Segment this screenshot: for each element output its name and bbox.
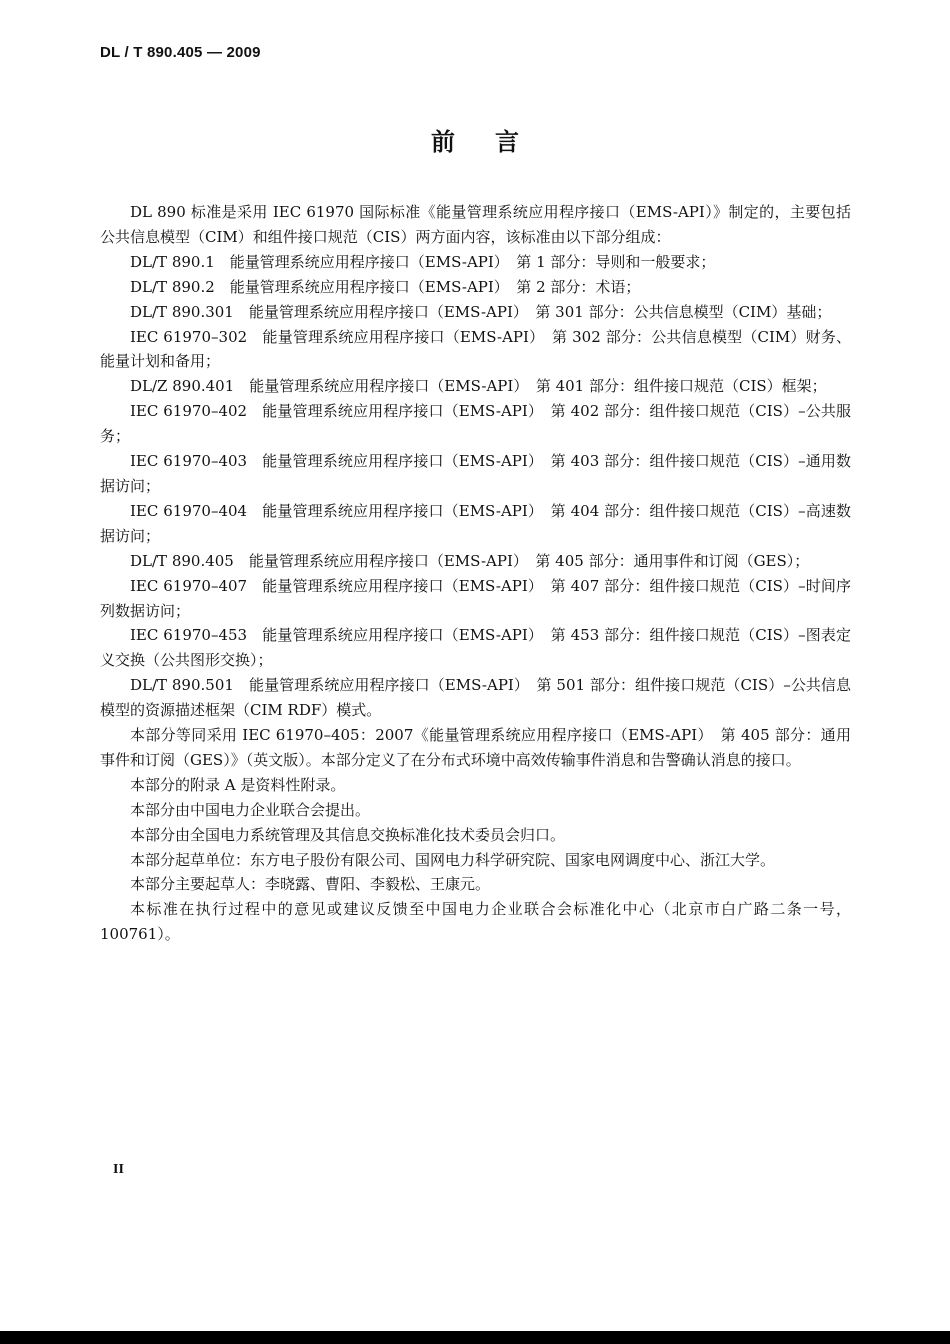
list-item-61970-453: IEC 61970–453 能量管理系统应用程序接口（EMS-API） 第 453 部分：组件接口规范（CIS）–图表定义交换（公共图形交换）； (100, 626, 851, 670)
paragraph-drafters: 本部分主要起草人：李晓露、曹阳、李毅松、王康元。 (130, 875, 491, 894)
list-item-890-401: DL/Z 890.401 能量管理系统应用程序接口（EMS-API） 第 401 部分：组件接口规范（CIS）框架； (130, 377, 827, 396)
paragraph-committee: 本部分由全国电力系统管理及其信息交换标准化技术委员会归口。 (130, 825, 566, 844)
list-item-61970-402: IEC 61970–402 能量管理系统应用程序接口（EMS-API） 第 402 部分：组件接口规范（CIS）–公共服务； (100, 402, 851, 446)
list-item-890-501: DL/T 890.501 能量管理系统应用程序接口（EMS-API） 第 501 部分：组件接口规范（CIS）–公共信息模型的资源描述框架（CIM RDF）模式。 (100, 676, 851, 720)
foreword-body (100, 200, 851, 947)
paragraph-intro: DL 890 标准是采用 IEC 61970 国际标准《能量管理系统应用程序接口（EMS-API）》制定的，主要包括公共信息模型（CIM）和组件接口规范（CIS）两方面内容，该标准由以下部分组成： (100, 203, 851, 246)
list-item-890-301: DL/T 890.301 能量管理系统应用程序接口（EMS-API） 第 301 部分：公共信息模型（CIM）基础； (130, 302, 832, 321)
standard-code: DL / T 890.405 — 2009 (100, 44, 261, 61)
bottom-edge-bar (0, 1331, 950, 1344)
list-item-890-2: DL/T 890.2 能量管理系统应用程序接口（EMS-API） 第 2 部分：术语； (130, 277, 641, 296)
list-item-61970-403: IEC 61970–403 能量管理系统应用程序接口（EMS-API） 第 403 部分：组件接口规范（CIS）–通用数据访问； (100, 452, 851, 495)
list-item-61970-404: IEC 61970–404 能量管理系统应用程序接口（EMS-API） 第 404 部分：组件接口规范（CIS）–高速数据访问； (100, 501, 851, 545)
page-number: II (113, 1162, 124, 1177)
paragraph-adoption: 本部分等同采用 IEC 61970–405：2007《能量管理系统应用程序接口（EMS-API） 第 405 部分：通用事件和订阅（GES）》（英文版）。本部分定义了在分布式环境中高效传输事件消息和告警确认消息的接口。 (100, 726, 851, 769)
paragraph-feedback: 本标准在执行过程中的意见或建议反馈至中国电力企业联合会标准化中心（北京市白广路二条一号，100761）。 (100, 900, 851, 944)
paragraph-proposer: 本部分由中国电力企业联合会提出。 (130, 800, 371, 819)
paragraph-drafting-units: 本部分起草单位：东方电子股份有限公司、国网电力科学研究院、国家电网调度中心、浙江大学。 (130, 850, 776, 869)
page-title: 前言 (431, 128, 559, 156)
list-item-890-405: DL/T 890.405 能量管理系统应用程序接口（EMS-API） 第 405 部分：通用事件和订阅（GES）； (130, 551, 810, 570)
paragraph-appendix: 本部分的附录 A 是资料性附录。 (130, 775, 346, 794)
list-item-61970-407: IEC 61970–407 能量管理系统应用程序接口（EMS-API） 第 407 部分：组件接口规范（CIS）–时间序列数据访问； (100, 576, 851, 620)
list-item-890-1: DL/T 890.1 能量管理系统应用程序接口（EMS-API） 第 1 部分：导则和一般要求； (130, 252, 716, 271)
list-item-61970-302: IEC 61970–302 能量管理系统应用程序接口（EMS-API） 第 302 部分：公共信息模型（CIM）财务、能量计划和备用； (100, 327, 851, 371)
